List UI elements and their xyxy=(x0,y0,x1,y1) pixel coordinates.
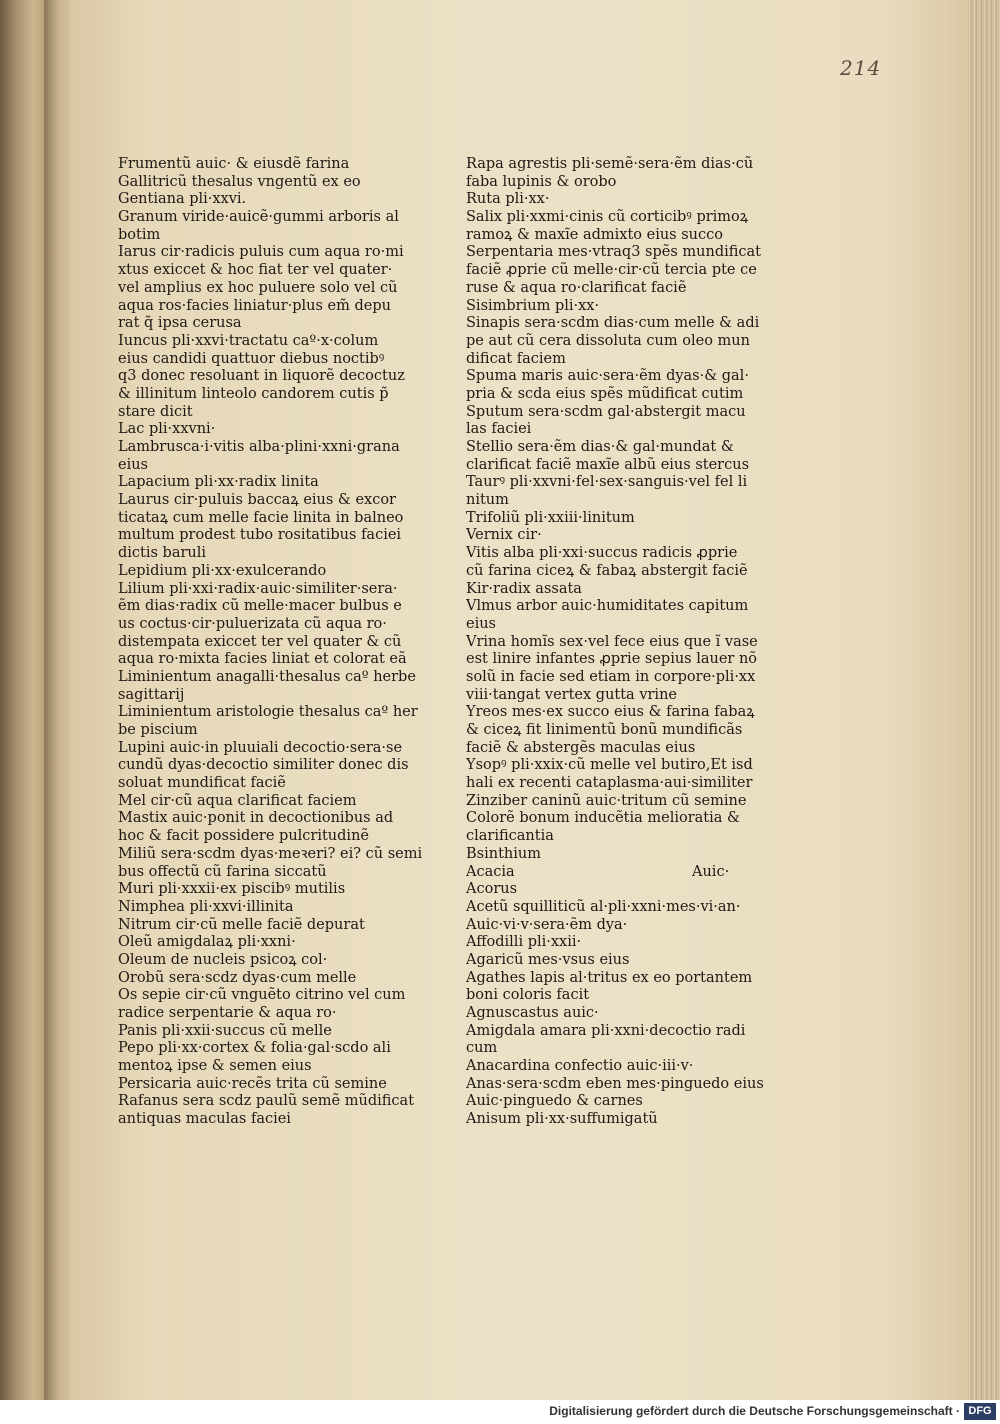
right-column-line: viii·tangat vertex gutta vrine xyxy=(466,686,677,703)
left-column-line: Granum viride·auicẽ·gummi arboris al xyxy=(118,209,399,226)
right-column-line: cũ farina ciceꝝ & fabaꝝ abstergit faciẽ xyxy=(466,562,748,579)
right-column-line: Vernix cir· xyxy=(466,527,542,544)
left-column-line: sagittarij xyxy=(118,686,185,703)
right-text-column xyxy=(466,156,766,1129)
left-column-line: botim xyxy=(118,226,161,243)
footer-bar xyxy=(0,1400,1000,1424)
left-column-line: cundũ dyas·decoctio similiter donec dis xyxy=(118,757,409,774)
left-column-line: mentoꝝ ipse & semen eius xyxy=(118,1058,312,1075)
right-column-line: Anacardina confectio auic·iii·v· xyxy=(466,1058,694,1075)
left-column-line: Miliũ sera·scdm dyas·meꝛeri? ei? cũ semi xyxy=(118,845,423,862)
left-column-line: q3 donec resoluant in liquorẽ decoctuz xyxy=(118,368,405,385)
folio-number: 214 xyxy=(840,56,882,80)
right-column-line: Sinapis sera·scdm dias·cum melle & adi xyxy=(466,315,760,332)
left-column-line: be piscium xyxy=(118,722,198,738)
right-column-line: Agathes lapis al·tritus ex eo portantem xyxy=(466,969,753,986)
right-column-line: las faciei xyxy=(466,421,532,438)
right-column-line: nitum xyxy=(466,492,509,509)
left-column-line: eius candidi quattuor diebus noctibꝰ xyxy=(118,350,385,367)
right-column-line: Taurꝰ pli·xxvni·fel·sex·sanguis·vel fel li xyxy=(466,474,748,491)
right-column-line: Anisum pli·xx·suffumigatũ xyxy=(466,1111,658,1128)
right-column-line: Acetũ squilliticũ al·pli·xxni·mes·vi·an· xyxy=(466,898,741,915)
footer-text: Digitalisierung gefördert durch die Deutsche Forschungsgemeinschaft · xyxy=(549,1404,960,1418)
left-column-line: Liminientum anagalli·thesalus caº herbe xyxy=(118,668,416,685)
right-column-line: Bsinthium xyxy=(466,845,541,862)
right-column-line: faba lupinis & orobo xyxy=(466,173,617,190)
right-column-line: Amigdala amara pli·xxni·decoctio radi xyxy=(466,1022,746,1039)
left-column-line: xtus exiccet & hoc fiat ter vel quater· xyxy=(118,262,393,279)
left-column-line: Iarus cir·radicis puluis cum aqua ro·mi xyxy=(118,244,404,261)
left-column-line: aqua ros·facies liniatur·plus em̃ depu xyxy=(118,297,391,314)
left-column-line: Nimphea pli·xxvi·illinita xyxy=(118,898,294,915)
right-column-line: Salix pli·xxmi·cinis cũ corticibꝰ primoꝝ xyxy=(466,209,749,226)
right-column-line: solũ in facie sed etiam in corpore·pli·xx xyxy=(466,668,756,685)
left-column-line: Frumentũ auic· & eiusdẽ farina xyxy=(118,156,350,172)
right-column-line: faciẽ ꝓprie cũ melle·cir·cũ tercia pte ce xyxy=(466,262,757,279)
right-column-line: Vlmus arbor auic·humiditates capitum xyxy=(466,598,749,615)
right-column-marker: Auic· xyxy=(692,864,730,880)
right-column-line: Vitis alba pli·xxi·succus radicis ꝓprie xyxy=(466,545,738,562)
left-column-line: Gallitricũ thesalus vngentũ ex eo xyxy=(118,173,361,190)
left-column-line: hoc & facit possidere pulcritudinẽ xyxy=(118,828,369,845)
right-column-line: Auic·vi·v·sera·ẽm dya· xyxy=(466,916,628,933)
right-column-line: Acorus xyxy=(466,881,518,898)
right-column-line: Auic·pinguedo & carnes xyxy=(466,1093,643,1110)
left-column-line: & illinitum linteolo candorem cutis p̃ xyxy=(118,385,389,402)
right-column-line: cum xyxy=(466,1040,498,1057)
right-column-line: Sputum sera·scdm gal·abstergit macu xyxy=(466,403,746,420)
right-column-line: ramoꝝ & maxĩe admixto eius succo xyxy=(466,226,723,243)
left-column-line: Gentiana pli·xxvi. xyxy=(118,191,247,208)
right-column-line: & ciceꝝ fit linimentũ bonũ mundificãs xyxy=(466,722,743,738)
right-column-line: Acacia xyxy=(466,863,515,880)
left-column-line: Oleum de nucleis psicoꝝ col· xyxy=(118,951,328,968)
right-column-line: clarificat faciẽ maxĩe albũ eius stercus xyxy=(466,456,750,473)
left-column-line: ẽm dias·radix cũ melle·macer bulbus e xyxy=(118,598,402,615)
right-column-line: boni coloris facit xyxy=(466,987,590,1004)
left-column-line: eius xyxy=(118,456,148,473)
left-column-line: rat q̃ ipsa cerusa xyxy=(118,315,242,332)
left-column-line: Pepo pli·xx·cortex & folia·gal·scdo ali xyxy=(118,1040,391,1057)
dfg-logo: DFG xyxy=(964,1403,996,1420)
left-column-line: multum prodest tubo rositatibus faciei xyxy=(118,527,402,544)
right-column-line: Kir·radix assata xyxy=(466,580,582,597)
left-column-line: Laurus cir·puluis baccaꝝ eius & excor xyxy=(118,492,396,509)
right-column-line: Affodilli pli·xxii· xyxy=(466,934,582,951)
right-column-line: Trifoliũ pli·xxiii·linitum xyxy=(466,509,635,526)
left-column-line: us coctus·cir·puluerizata cũ aqua ro· xyxy=(118,615,387,632)
left-column-line: vel amplius ex hoc puluere solo vel cũ xyxy=(118,279,398,296)
left-column-line: Persicaria auic·recẽs trita cũ semine xyxy=(118,1075,387,1092)
right-column-line: Ruta pli·xx· xyxy=(466,191,550,208)
right-column-line: pria & scda eius spẽs mũdificat cutim xyxy=(466,385,744,402)
right-column-line: Serpentaria mes·vtraq3 spẽs mundificat xyxy=(466,244,761,261)
left-column-line: Mel cir·cũ aqua clarificat faciem xyxy=(118,792,357,809)
adjacent-page-edge xyxy=(0,0,48,1400)
left-column-line: soluat mundificat faciẽ xyxy=(118,775,286,792)
left-column-line: distempata exiccet ter vel quater & cũ xyxy=(118,633,402,650)
left-column-line: Lepidium pli·xx·exulcerando xyxy=(118,562,327,579)
right-column-line: Colorẽ bonum inducẽtia melioratia & xyxy=(466,810,740,827)
right-column-line: Agnuscastus auic· xyxy=(466,1005,599,1021)
left-column-line: Oleũ amigdalaꝝ pli·xxni· xyxy=(118,934,296,951)
left-column-line: Lapacium pli·xx·radix linita xyxy=(118,474,319,491)
left-column-line: Nitrum cir·cũ melle faciẽ depurat xyxy=(118,916,365,933)
left-column-line: ticataꝝ cum melle facie linita in balneo xyxy=(118,509,404,526)
left-column-line: Lac pli·xxvni· xyxy=(118,421,216,438)
right-column-line: Ysopꝰ pli·xxix·cũ melle vel butiro,Et isd xyxy=(466,757,753,774)
left-column-line: Lilium pli·xxi·radix·auic·similiter·sera· xyxy=(118,580,398,597)
left-column-line: Mastix auic·ponit in decoctionibus ad xyxy=(118,810,394,827)
right-column-line: Rapa agrestis pli·semẽ·sera·ẽm dias·cũ xyxy=(466,156,754,172)
left-column-line: Panis pli·xxii·succus cũ melle xyxy=(118,1022,332,1039)
left-column-line: stare dicit xyxy=(118,403,193,420)
left-column-line: Muri pli·xxxii·ex piscibꝰ mutilis xyxy=(118,881,346,898)
left-column-line: Iuncus pli·xxvi·tractatu caº·x·colum xyxy=(118,332,379,349)
page-stack-edge xyxy=(968,0,1000,1400)
right-column-line: Sisimbrium pli·xx· xyxy=(466,297,600,314)
left-column-line: Orobũ sera·scdz dyas·cum melle xyxy=(118,969,357,986)
right-column-line: dificat faciem xyxy=(466,350,566,367)
left-column-line: Rafanus sera scdz paulũ semẽ mũdificat xyxy=(118,1093,415,1110)
right-column-line: faciẽ & abstergẽs maculas eius xyxy=(466,739,696,756)
left-text-column xyxy=(118,156,438,1129)
left-column-line: Os sepie cir·cũ vnguẽto citrino vel cum xyxy=(118,987,406,1004)
left-column-line: bus offectũ cũ farina siccatũ xyxy=(118,863,327,880)
right-column-line: Zinziber caninũ auic·tritum cũ semine xyxy=(466,792,747,809)
right-column-line: ruse & aqua ro·clarificat faciẽ xyxy=(466,279,687,296)
right-column-line: eius xyxy=(466,615,496,632)
right-column-line: est linire infantes ꝓprie sepius lauer nõ xyxy=(466,651,758,668)
left-column-line: Lupini auic·in pluuiali decoctio·sera·se xyxy=(118,739,403,756)
left-column-line: radice serpentarie & aqua ro· xyxy=(118,1005,337,1021)
right-column-line: pe aut cũ cera dissoluta cum oleo mun xyxy=(466,332,750,349)
right-column-line: clarificantia xyxy=(466,828,554,845)
left-column-line: Liminientum aristologie thesalus caº her xyxy=(118,704,418,721)
right-column-line: hali ex recenti cataplasma·aui·similiter xyxy=(466,775,753,792)
left-column-line: Lambrusca·i·vitis alba·plini·xxni·grana xyxy=(118,439,400,455)
right-column-line: Spuma maris auic·sera·ẽm dyas·& gal· xyxy=(466,368,749,385)
right-column-line: Vrina homĩs sex·vel fece eius que ĩ vase xyxy=(466,633,758,650)
left-column-line: dictis baruli xyxy=(118,545,207,562)
right-column-line: Anas·sera·scdm eben mes·pinguedo eius xyxy=(466,1075,764,1092)
right-column-line: Stellio sera·ẽm dias·& gal·mundat & xyxy=(466,439,734,455)
right-column-line: Agaricũ mes·vsus eius xyxy=(466,951,630,968)
right-column-line: Yreos mes·ex succo eius & farina fabaꝝ xyxy=(466,704,755,721)
left-column-line: aqua ro·mixta facies liniat et colorat eã xyxy=(118,651,407,668)
left-column-line: antiquas maculas faciei xyxy=(118,1111,291,1128)
